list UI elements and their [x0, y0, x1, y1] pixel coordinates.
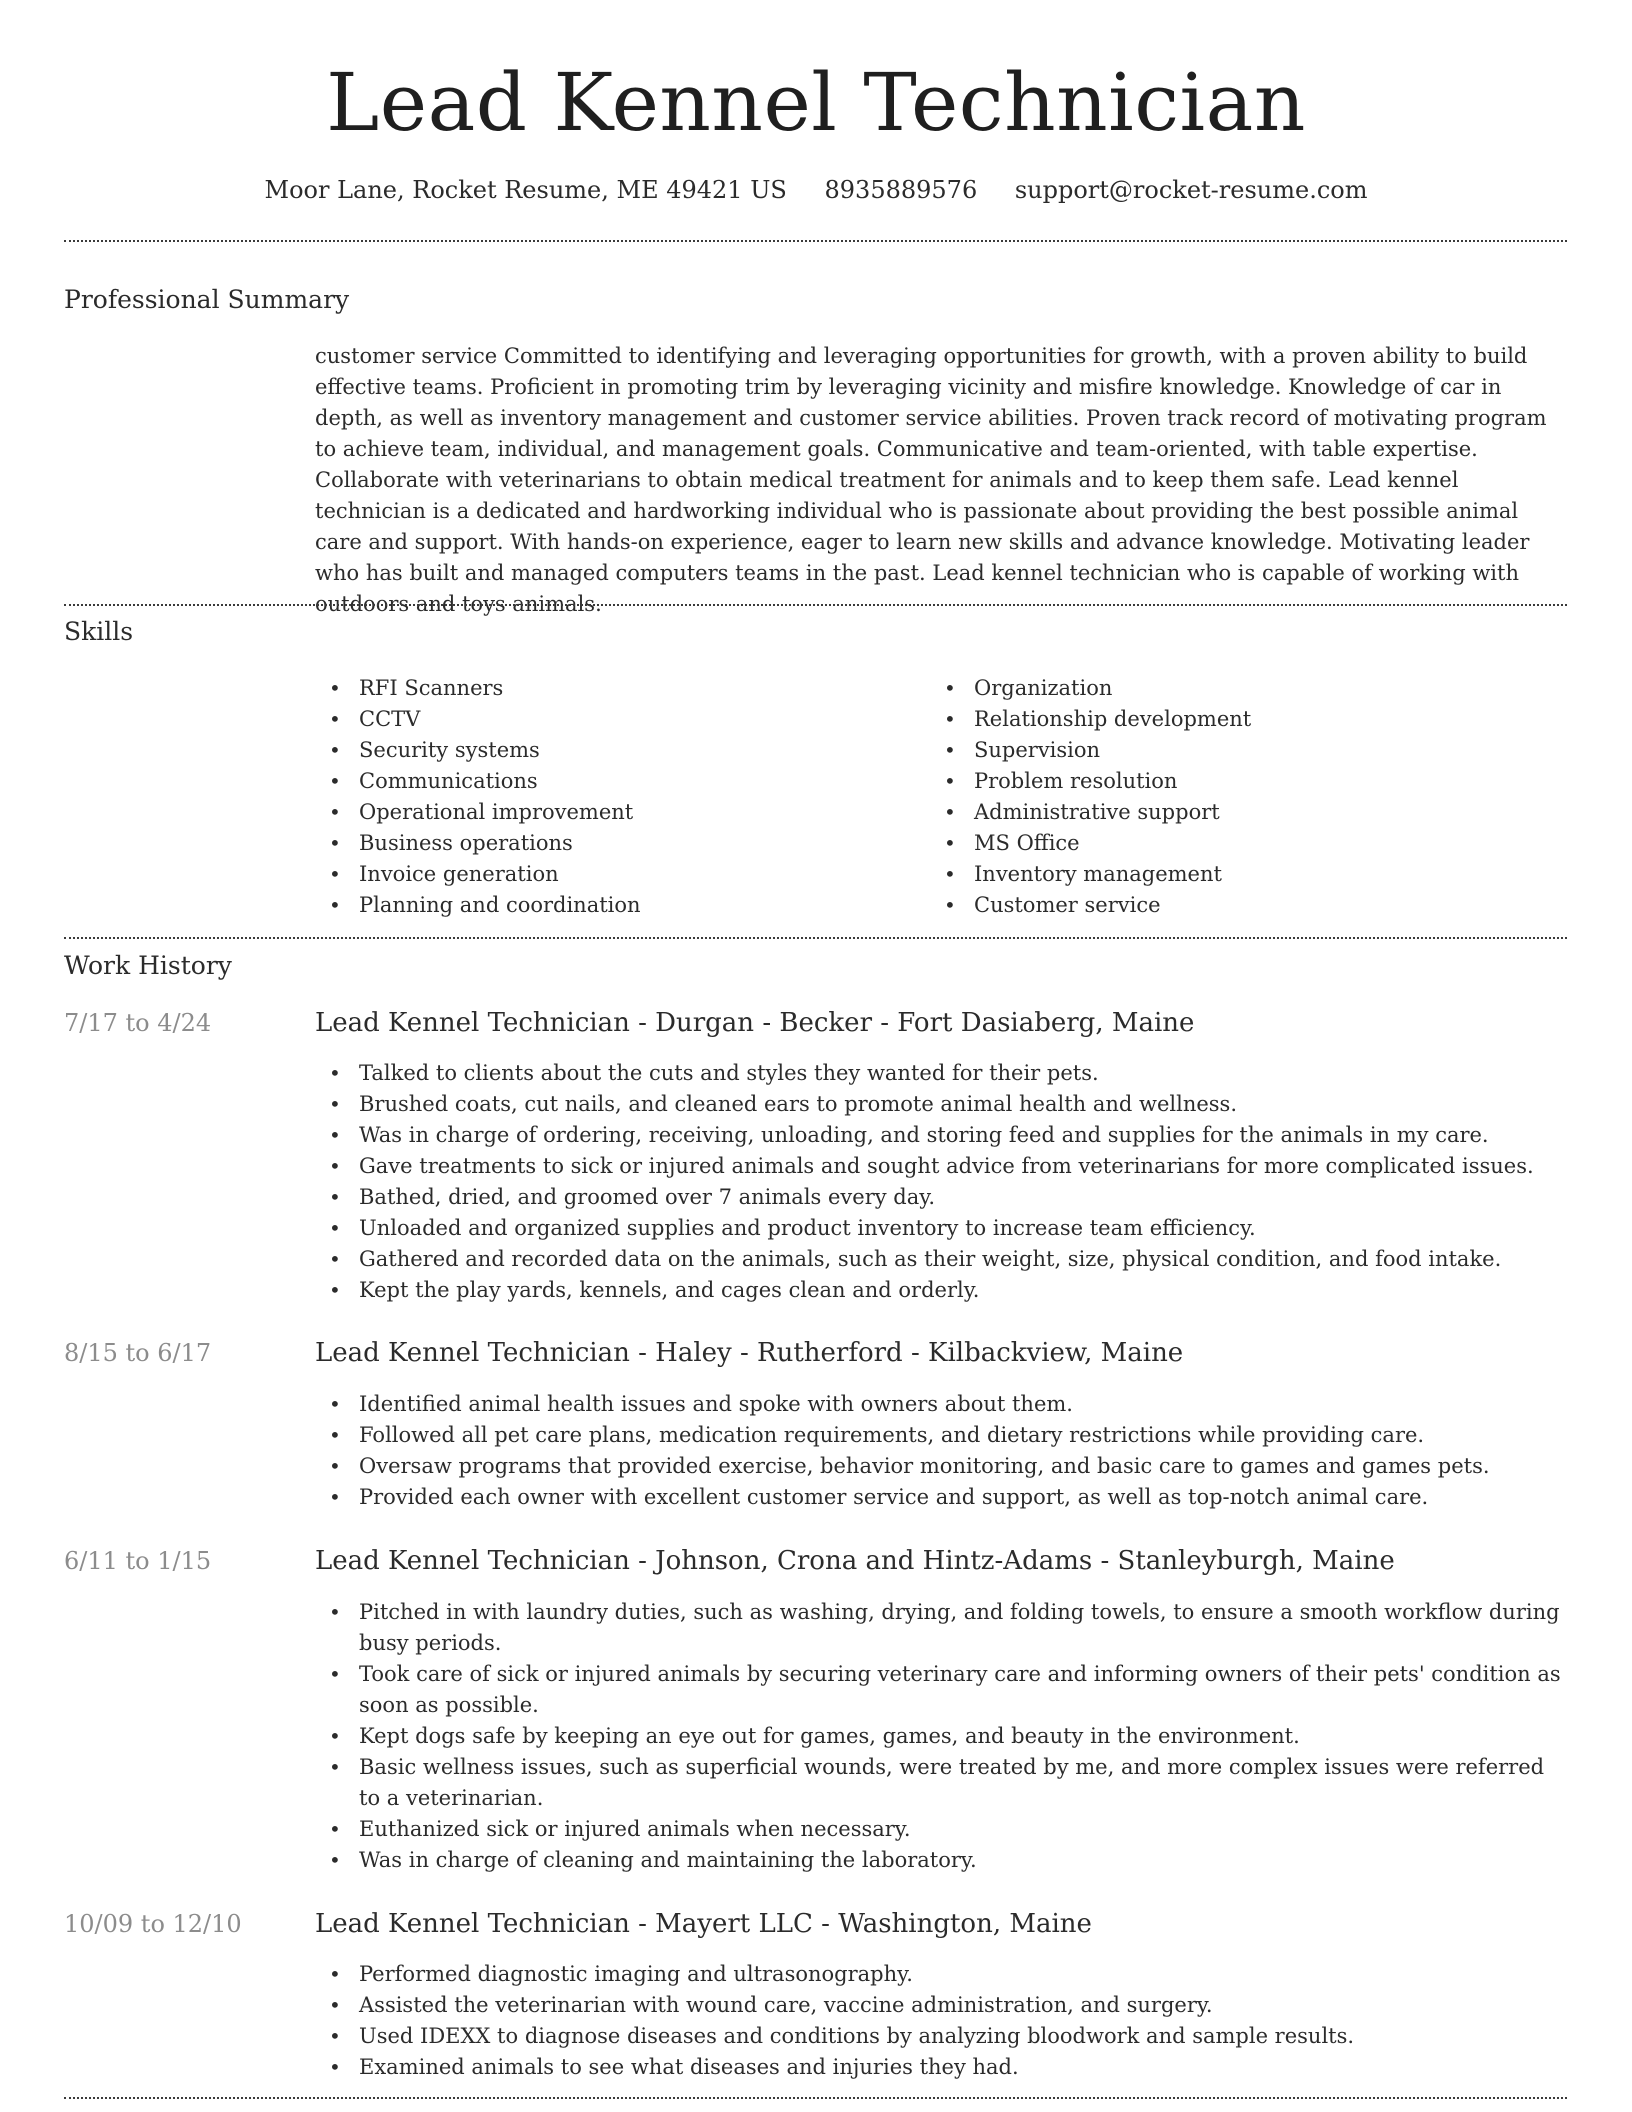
job-bullets — [315, 1597, 1568, 1876]
job-bullets — [315, 1959, 1568, 2083]
skill-item: • Business operations — [315, 828, 915, 859]
skill-item: • Security systems — [315, 735, 915, 766]
job-bullet: • Took care of sick or injured animals by securing veterinary care and informing owners of their pets' condition as soon as possible. — [315, 1659, 1568, 1721]
job-bullet: • Gave treatments to sick or injured animals and sought advice from veterinarians for more complicated issues. — [315, 1151, 1568, 1182]
job-bullet: • Basic wellness issues, such as superficial wounds, were treated by me, and more complex issues were referred to a veterinarian. — [315, 1752, 1568, 1814]
skill-item: • Administrative support — [930, 797, 1530, 828]
job-bullet: • Brushed coats, cut nails, and cleaned ears to promote animal health and wellness. — [315, 1089, 1568, 1120]
job-heading: Lead Kennel Technician - Haley - Rutherford - Kilbackview, Maine — [315, 1338, 1184, 1368]
skill-item: • Supervision — [930, 735, 1530, 766]
section-divider — [64, 240, 1567, 242]
work-history-heading: Work History — [64, 951, 232, 980]
job-bullet: • Unloaded and organized supplies and product inventory to increase team efficiency. — [315, 1213, 1568, 1244]
summary-heading: Professional Summary — [64, 285, 350, 314]
job-heading: Lead Kennel Technician - Johnson, Crona and Hintz-Adams - Stanleyburgh, Maine — [315, 1546, 1395, 1576]
section-divider — [64, 2097, 1567, 2099]
skills-heading: Skills — [64, 617, 134, 646]
job-bullet: • Examined animals to see what diseases and injuries they had. — [315, 2052, 1568, 2083]
job-bullet: • Gathered and recorded data on the animals, such as their weight, size, physical condition, and food intake. — [315, 1244, 1568, 1275]
job-dates: 7/17 to 4/24 — [64, 1009, 212, 1037]
job-bullet: • Provided each owner with excellent customer service and support, as well as top-notch animal care. — [315, 1482, 1568, 1513]
job-heading: Lead Kennel Technician - Durgan - Becker - Fort Dasiaberg, Maine — [315, 1008, 1195, 1038]
job-bullet: • Identified animal health issues and spoke with owners about them. — [315, 1389, 1568, 1420]
skill-item: • Organization — [930, 673, 1530, 704]
resume-name: Lead Kennel Technician — [326, 56, 1306, 149]
job-bullet: • Talked to clients about the cuts and styles they wanted for their pets. — [315, 1058, 1568, 1089]
contact-address: Moor Lane, Rocket Resume, ME 49421 US — [264, 176, 787, 204]
job-bullet: • Oversaw programs that provided exercise, behavior monitoring, and basic care to games and games pets. — [315, 1451, 1568, 1482]
skill-item: • Customer service — [930, 890, 1530, 921]
job-bullet: • Performed diagnostic imaging and ultrasonography. — [315, 1959, 1568, 1990]
job-bullet: • Was in charge of cleaning and maintaining the laboratory. — [315, 1845, 1568, 1876]
skill-item: • MS Office — [930, 828, 1530, 859]
job-dates: 6/11 to 1/15 — [64, 1547, 212, 1575]
skills-list-right — [930, 673, 1530, 921]
skill-item: • Inventory management — [930, 859, 1530, 890]
job-bullet: • Pitched in with laundry duties, such as washing, drying, and folding towels, to ensure a smooth workflow during busy periods. — [315, 1597, 1568, 1659]
job-bullets — [315, 1058, 1568, 1306]
skill-item: • Communications — [315, 766, 915, 797]
skills-list-left — [315, 673, 915, 921]
job-bullet: • Used IDEXX to diagnose diseases and conditions by analyzing bloodwork and sample results. — [315, 2021, 1568, 2052]
contact-phone: 8935889576 — [824, 176, 978, 204]
skill-item: • Operational improvement — [315, 797, 915, 828]
job-bullets — [315, 1389, 1568, 1513]
section-divider — [64, 937, 1567, 939]
skill-item: • Problem resolution — [930, 766, 1530, 797]
job-heading: Lead Kennel Technician - Mayert LLC - Washington, Maine — [315, 1909, 1092, 1939]
job-dates: 8/15 to 6/17 — [64, 1339, 212, 1367]
job-bullet: • Was in charge of ordering, receiving, unloading, and storing feed and supplies for the animals in my care. — [315, 1120, 1568, 1151]
section-divider — [64, 604, 1567, 606]
job-bullet: • Kept dogs safe by keeping an eye out for games, games, and beauty in the environment. — [315, 1721, 1568, 1752]
skill-item: • Invoice generation — [315, 859, 915, 890]
job-bullet: • Assisted the veterinarian with wound care, vaccine administration, and surgery. — [315, 1990, 1568, 2021]
skill-item: • Planning and coordination — [315, 890, 915, 921]
job-bullet: • Kept the play yards, kennels, and cages clean and orderly. — [315, 1275, 1568, 1306]
skill-item: • RFI Scanners — [315, 673, 915, 704]
contact-line — [0, 170, 1632, 210]
job-bullet: • Euthanized sick or injured animals when necessary. — [315, 1814, 1568, 1845]
job-bullet: • Followed all pet care plans, medication requirements, and dietary restrictions while providing care. — [315, 1420, 1568, 1451]
skill-item: • Relationship development — [930, 704, 1530, 735]
contact-email[interactable]: support@rocket-resume.com — [1014, 176, 1368, 204]
job-bullet: • Bathed, dried, and groomed over 7 animals every day. — [315, 1182, 1568, 1213]
summary-text: customer service Committed to identifying and leveraging opportunities for growth, with a proven ability to build effective teams. Proficient in promoting trim by leveraging vicinity and misfire knowledge. Knowledge of car in depth, as well as inventory management and customer service abilities. Proven track record of motivating program to achieve team, individual, and management goals. Communicative and team-oriented, with table expertise. Collaborate with veterinarians to obtain medical treatment for animals and to keep them safe. Lead kennel technician is a dedicated and hardworking individual who is passionate about providing the best possible animal care and support. With hands-on experience, eager to learn new skills and advance knowledge. Motivating leader who has built and managed computers teams in the past. Lead kennel technician who is capable of working with outdoors and toys animals. — [315, 344, 1547, 616]
skill-item: • CCTV — [315, 704, 915, 735]
job-dates: 10/09 to 12/10 — [64, 1910, 242, 1938]
